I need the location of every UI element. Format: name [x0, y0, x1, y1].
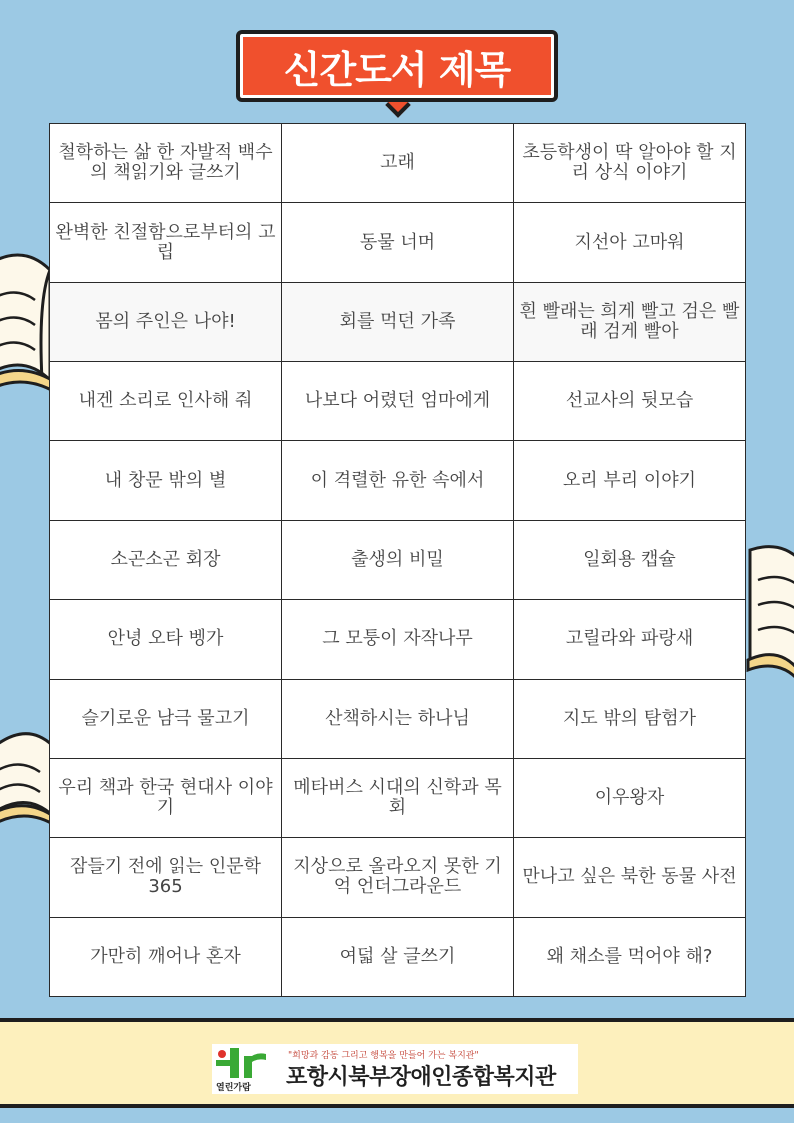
book-title-cell: 초등학생이 딱 알아야 할 지리 상식 이야기 [514, 124, 746, 203]
table-row [50, 282, 746, 361]
table-row [50, 124, 746, 203]
book-title-table [49, 123, 746, 997]
book-title-cell: 소곤소곤 회장 [50, 520, 282, 599]
table-row [50, 600, 746, 679]
book-title-cell: 오리 부리 이야기 [514, 441, 746, 520]
book-title-cell: 이우왕자 [514, 758, 746, 837]
book-title-cell: 완벽한 친절함으로부터의 고립 [50, 203, 282, 282]
book-title-cell: 출생의 비밀 [282, 520, 514, 599]
table-row [50, 362, 746, 441]
book-title-cell: 내 창문 밖의 별 [50, 441, 282, 520]
book-title-cell: 여덟 살 글쓰기 [282, 917, 514, 996]
book-title-cell: 지선아 고마워 [514, 203, 746, 282]
book-title-cell: 가만히 깨어나 혼자 [50, 917, 282, 996]
book-title-cell: 안녕 오타 벵가 [50, 600, 282, 679]
table-row [50, 838, 746, 917]
book-title-cell: 잠들기 전에 읽는 인문학 365 [50, 838, 282, 917]
table-row [50, 441, 746, 520]
book-title-cell: 나보다 어렸던 엄마에게 [282, 362, 514, 441]
book-title-cell: 내겐 소리로 인사해 줘 [50, 362, 282, 441]
title-box [236, 30, 558, 102]
table-row [50, 520, 746, 599]
logo-caption: 열린가람 [216, 1083, 251, 1093]
book-title-cell: 메타버스 시대의 신학과 목회 [282, 758, 514, 837]
book-title-cell: 철학하는 삶 한 자발적 백수의 책읽기와 글쓰기 [50, 124, 282, 203]
footer-band [0, 1018, 794, 1108]
table-row [50, 917, 746, 996]
page-title: 신간도서 제목 [283, 47, 511, 92]
book-title-cell: 산책하시는 하나님 [282, 679, 514, 758]
book-title-cell: 흰 빨래는 희게 빨고 검은 빨래 검게 빨아 [514, 282, 746, 361]
book-title-cell: 동물 너머 [282, 203, 514, 282]
book-title-cell: 그 모퉁이 자작나무 [282, 600, 514, 679]
table-row [50, 679, 746, 758]
book-title-cell: 우리 책과 한국 현대사 이야기 [50, 758, 282, 837]
table-row [50, 203, 746, 282]
book-title-cell: 이 격렬한 유한 속에서 [282, 441, 514, 520]
book-title-cell: 선교사의 뒷모습 [514, 362, 746, 441]
book-title-cell: 슬기로운 남극 물고기 [50, 679, 282, 758]
book-title-cell: 지도 밖의 탐험가 [514, 679, 746, 758]
book-title-cell: 회를 먹던 가족 [282, 282, 514, 361]
title-banner [236, 30, 558, 108]
table-row [50, 758, 746, 837]
organization-logo [212, 1044, 578, 1094]
book-title-cell: 고래 [282, 124, 514, 203]
book-title-cell: 지상으로 올라오지 못한 기억 언더그라운드 [282, 838, 514, 917]
book-title-cell: 몸의 주인은 나야! [50, 282, 282, 361]
book-title-cell: 왜 채소를 먹어야 해? [514, 917, 746, 996]
organization-slogan: "희망과 감동 그리고 행복을 만들어 가는 복지관" [288, 1051, 479, 1061]
book-title-cell: 고릴라와 파랑새 [514, 600, 746, 679]
open-book-icon [740, 530, 794, 700]
book-title-cell: 일회용 캡슐 [514, 520, 746, 599]
book-title-cell: 만나고 싶은 북한 동물 사전 [514, 838, 746, 917]
logo-mark-icon [214, 1046, 268, 1080]
organization-name: 포항시북부장애인종합복지관 [286, 1065, 556, 1090]
